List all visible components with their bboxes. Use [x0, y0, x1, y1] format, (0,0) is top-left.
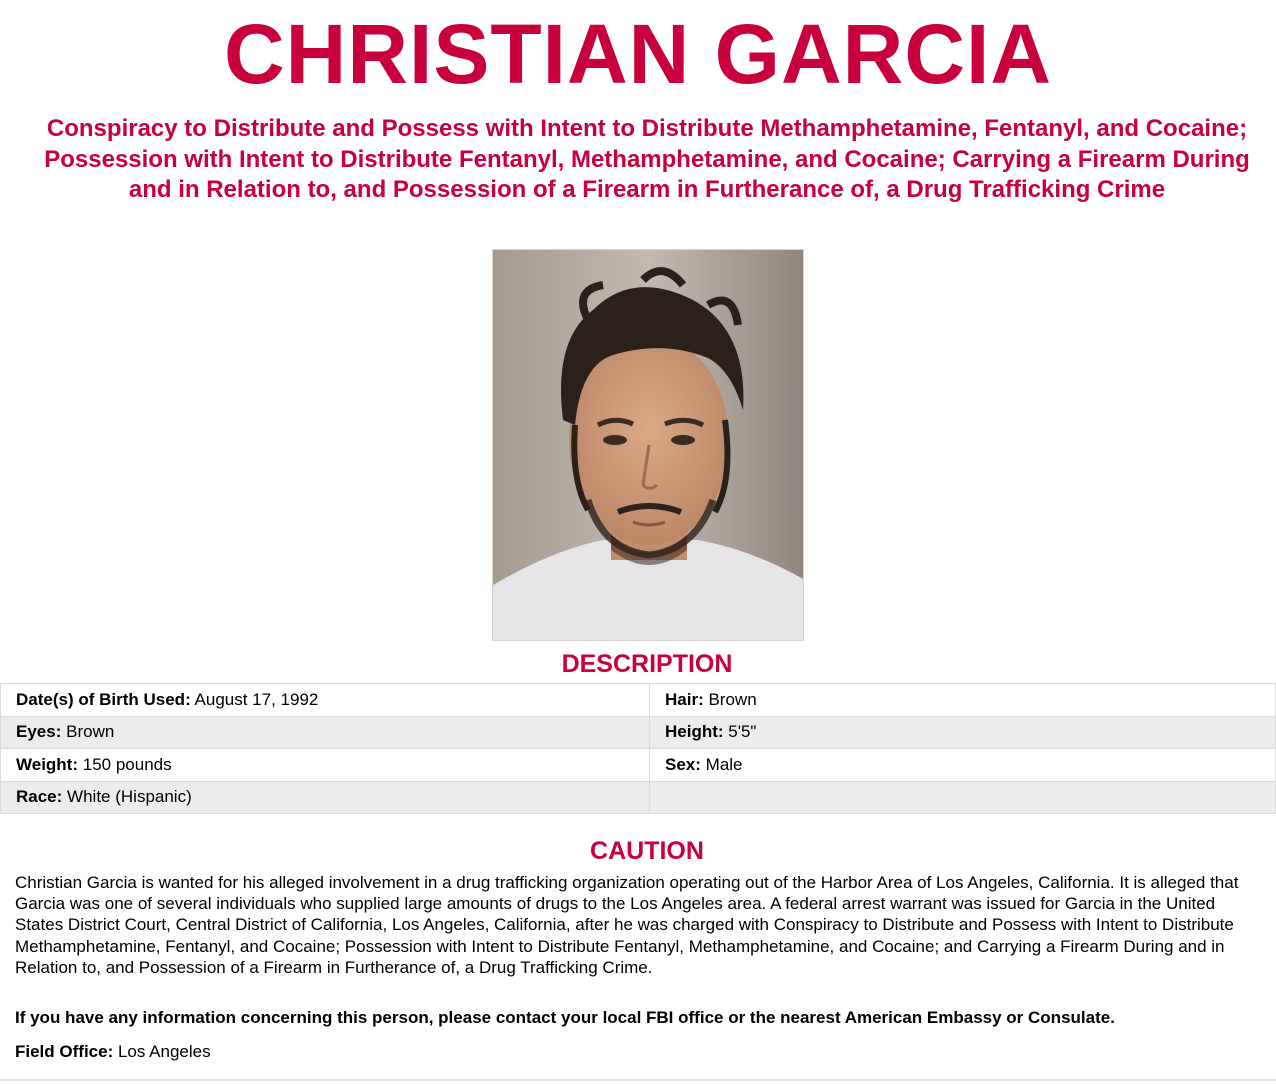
field-value: Male	[705, 754, 743, 774]
field-value: 5'5"	[728, 722, 757, 742]
caution-heading: CAUTION	[590, 837, 704, 865]
field-label: Weight:	[16, 754, 79, 774]
field-label: Sex:	[665, 754, 701, 774]
table-cell	[650, 781, 1276, 814]
table-cell	[650, 749, 1276, 782]
table-row	[1, 684, 1276, 717]
contact-info: If you have any information concerning this person, please contact your local FBI office or the nearest American Embassy or Consulate.	[15, 1008, 1115, 1027]
table-cell	[1, 684, 650, 717]
table-cell	[650, 716, 1276, 749]
field-label: Height:	[665, 722, 724, 742]
caution-text: Christian Garcia is wanted for his alleged involvement in a drug trafficking organization operating out of the Harbor Area of Los Angeles, California. It is alleged that Garcia was one of several individuals who supplied large amounts of drugs to the Los Angeles area. A federal arrest warrant was issued for Garcia in the United States District Court, Central District of California, Los Angeles, California, after he was charged with Conspiracy to Distribute and Possess with Intent to Distribute Methamphetamine, Fentanyl, and Cocaine; Possession with Intent to Distribute Fentanyl, Methamphetamine, and Cocaine; and Carrying a Firearm During and in Relation to, and Possession of a Firearm in Furtherance of, a Drug Trafficking Crime.	[15, 873, 1239, 977]
charges-text: Conspiracy to Distribute and Possess with Intent to Distribute Methamphetamine, Fentanyl, and Cocaine; Possession with Intent to Distribute Fentanyl, Methamphetamine, and Cocaine; Carrying a Firearm During and in Relation to, and Possession of a Firearm in Furtherance of, a Drug Trafficking Crime	[44, 115, 1250, 203]
table-cell	[650, 684, 1276, 717]
field-label: Date(s) of Birth Used:	[16, 689, 191, 709]
subject-photo	[492, 249, 804, 641]
description-heading: DESCRIPTION	[561, 650, 733, 678]
field-value: White (Hispanic)	[67, 787, 192, 807]
divider	[0, 1079, 1276, 1081]
field-office-label: Field Office:	[15, 1042, 114, 1061]
field-value: Brown	[708, 689, 757, 709]
table-cell	[1, 781, 650, 814]
field-value: August 17, 1992	[194, 689, 319, 709]
table-cell	[1, 716, 650, 749]
field-value: 150 pounds	[82, 754, 172, 774]
table-row	[1, 781, 1276, 814]
description-table	[0, 683, 1276, 814]
field-value: Brown	[66, 722, 115, 742]
table-row	[1, 716, 1276, 749]
field-label: Eyes:	[16, 722, 62, 742]
field-label: Race:	[16, 787, 63, 807]
field-office-value: Los Angeles	[117, 1042, 211, 1061]
table-cell	[1, 749, 650, 782]
field-office	[15, 1042, 211, 1062]
field-label: Hair:	[665, 689, 704, 709]
table-row	[1, 749, 1276, 782]
page-title: CHRISTIAN GARCIA	[224, 7, 1052, 101]
